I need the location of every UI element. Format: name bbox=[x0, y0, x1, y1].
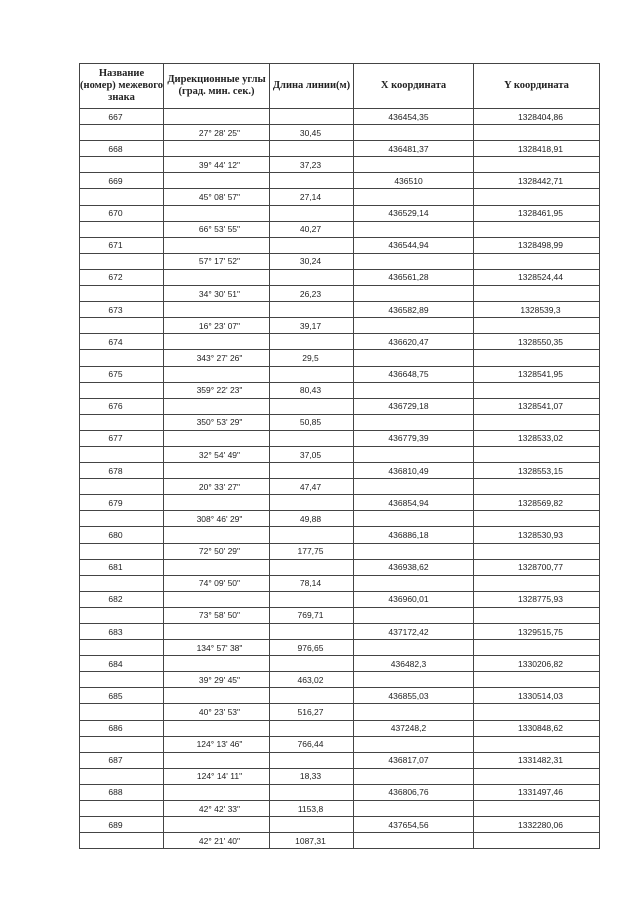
point-x: 436886,18 bbox=[354, 527, 474, 543]
point-y: 1328418,91 bbox=[474, 141, 600, 157]
point-y: 1330514,03 bbox=[474, 688, 600, 704]
segment-angle: 32° 54' 49" bbox=[164, 446, 270, 462]
segment-length: 1087,31 bbox=[270, 833, 354, 849]
segment-length: 37,05 bbox=[270, 446, 354, 462]
table-row bbox=[80, 656, 600, 672]
empty-cell bbox=[80, 414, 164, 430]
segment-length: 30,45 bbox=[270, 125, 354, 141]
point-y: 1328541,07 bbox=[474, 398, 600, 414]
point-x: 436454,35 bbox=[354, 109, 474, 125]
point-name: 682 bbox=[80, 591, 164, 607]
segment-length: 80,43 bbox=[270, 382, 354, 398]
empty-cell bbox=[354, 736, 474, 752]
empty-cell bbox=[270, 495, 354, 511]
empty-cell bbox=[354, 672, 474, 688]
empty-cell bbox=[164, 302, 270, 318]
empty-cell bbox=[80, 768, 164, 784]
segment-angle: 42° 42' 33" bbox=[164, 801, 270, 817]
empty-cell bbox=[164, 624, 270, 640]
table-body bbox=[80, 109, 600, 849]
point-y: 1328539,3 bbox=[474, 302, 600, 318]
point-y: 1328404,86 bbox=[474, 109, 600, 125]
segment-angle: 134° 57' 38" bbox=[164, 640, 270, 656]
empty-cell bbox=[164, 173, 270, 189]
table-row bbox=[80, 511, 600, 527]
point-name: 676 bbox=[80, 398, 164, 414]
empty-cell bbox=[80, 446, 164, 462]
empty-cell bbox=[164, 591, 270, 607]
empty-cell bbox=[80, 801, 164, 817]
segment-angle: 39° 29' 45" bbox=[164, 672, 270, 688]
empty-cell bbox=[164, 817, 270, 833]
segment-angle: 20° 33' 27" bbox=[164, 479, 270, 495]
point-y: 1330206,82 bbox=[474, 656, 600, 672]
empty-cell bbox=[270, 205, 354, 221]
empty-cell bbox=[164, 527, 270, 543]
empty-cell bbox=[80, 350, 164, 366]
empty-cell bbox=[80, 833, 164, 849]
point-name: 685 bbox=[80, 688, 164, 704]
segment-angle: 74° 09' 50" bbox=[164, 575, 270, 591]
empty-cell bbox=[354, 511, 474, 527]
point-name: 667 bbox=[80, 109, 164, 125]
empty-cell bbox=[270, 720, 354, 736]
empty-cell bbox=[164, 398, 270, 414]
empty-cell bbox=[474, 414, 600, 430]
segment-length: 463,02 bbox=[270, 672, 354, 688]
point-x: 437654,56 bbox=[354, 817, 474, 833]
empty-cell bbox=[80, 157, 164, 173]
table-row bbox=[80, 817, 600, 833]
empty-cell bbox=[270, 141, 354, 157]
table-row bbox=[80, 672, 600, 688]
empty-cell bbox=[474, 189, 600, 205]
empty-cell bbox=[80, 221, 164, 237]
empty-cell bbox=[354, 543, 474, 559]
empty-cell bbox=[474, 768, 600, 784]
table-row bbox=[80, 479, 600, 495]
empty-cell bbox=[80, 382, 164, 398]
empty-cell bbox=[80, 511, 164, 527]
segment-length: 50,85 bbox=[270, 414, 354, 430]
point-x: 436854,94 bbox=[354, 495, 474, 511]
empty-cell bbox=[474, 607, 600, 623]
empty-cell bbox=[270, 269, 354, 285]
point-x: 436960,01 bbox=[354, 591, 474, 607]
empty-cell bbox=[80, 672, 164, 688]
empty-cell bbox=[164, 720, 270, 736]
empty-cell bbox=[164, 205, 270, 221]
header-angle: Дирекционные углы (град. мин. сек.) bbox=[164, 64, 270, 109]
empty-cell bbox=[354, 833, 474, 849]
empty-cell bbox=[164, 752, 270, 768]
empty-cell bbox=[354, 446, 474, 462]
segment-length: 30,24 bbox=[270, 253, 354, 269]
segment-length: 27,14 bbox=[270, 189, 354, 205]
empty-cell bbox=[164, 784, 270, 800]
header-length: Длина линии(м) bbox=[270, 64, 354, 109]
segment-angle: 27° 28' 25" bbox=[164, 125, 270, 141]
empty-cell bbox=[80, 479, 164, 495]
empty-cell bbox=[270, 784, 354, 800]
empty-cell bbox=[80, 125, 164, 141]
point-y: 1331482,31 bbox=[474, 752, 600, 768]
table-row bbox=[80, 286, 600, 302]
empty-cell bbox=[80, 640, 164, 656]
empty-cell bbox=[354, 221, 474, 237]
empty-cell bbox=[354, 318, 474, 334]
empty-cell bbox=[474, 446, 600, 462]
point-name: 672 bbox=[80, 269, 164, 285]
point-x: 436481,37 bbox=[354, 141, 474, 157]
empty-cell bbox=[474, 704, 600, 720]
point-y: 1331497,46 bbox=[474, 784, 600, 800]
empty-cell bbox=[270, 398, 354, 414]
empty-cell bbox=[164, 109, 270, 125]
table-row bbox=[80, 302, 600, 318]
table-row bbox=[80, 768, 600, 784]
empty-cell bbox=[164, 237, 270, 253]
header-x: X координата bbox=[354, 64, 474, 109]
table-row bbox=[80, 446, 600, 462]
header-y: Y координата bbox=[474, 64, 600, 109]
table-row bbox=[80, 430, 600, 446]
empty-cell bbox=[474, 221, 600, 237]
empty-cell bbox=[474, 350, 600, 366]
empty-cell bbox=[270, 752, 354, 768]
point-x: 436510 bbox=[354, 173, 474, 189]
table-row bbox=[80, 382, 600, 398]
empty-cell bbox=[270, 366, 354, 382]
empty-cell bbox=[354, 768, 474, 784]
empty-cell bbox=[270, 817, 354, 833]
empty-cell bbox=[474, 833, 600, 849]
point-name: 687 bbox=[80, 752, 164, 768]
point-y: 1330848,62 bbox=[474, 720, 600, 736]
segment-angle: 124° 13' 46" bbox=[164, 736, 270, 752]
empty-cell bbox=[164, 269, 270, 285]
table-row bbox=[80, 189, 600, 205]
point-x: 436482,3 bbox=[354, 656, 474, 672]
segment-length: 516,27 bbox=[270, 704, 354, 720]
segment-length: 40,27 bbox=[270, 221, 354, 237]
empty-cell bbox=[164, 334, 270, 350]
segment-angle: 34° 30' 51" bbox=[164, 286, 270, 302]
table-row bbox=[80, 173, 600, 189]
table-row bbox=[80, 253, 600, 269]
table-row bbox=[80, 334, 600, 350]
table-row bbox=[80, 350, 600, 366]
segment-angle: 42° 21' 40" bbox=[164, 833, 270, 849]
empty-cell bbox=[164, 688, 270, 704]
empty-cell bbox=[354, 350, 474, 366]
empty-cell bbox=[354, 607, 474, 623]
point-y: 1328550,35 bbox=[474, 334, 600, 350]
point-y: 1332280,06 bbox=[474, 817, 600, 833]
segment-length: 37,23 bbox=[270, 157, 354, 173]
table-row bbox=[80, 269, 600, 285]
table-header-row bbox=[80, 64, 600, 109]
segment-length: 769,71 bbox=[270, 607, 354, 623]
table-row bbox=[80, 591, 600, 607]
coordinates-table bbox=[79, 63, 600, 849]
empty-cell bbox=[164, 141, 270, 157]
empty-cell bbox=[474, 382, 600, 398]
empty-cell bbox=[164, 463, 270, 479]
table-row bbox=[80, 575, 600, 591]
empty-cell bbox=[474, 511, 600, 527]
point-x: 436729,18 bbox=[354, 398, 474, 414]
table-row bbox=[80, 720, 600, 736]
point-name: 679 bbox=[80, 495, 164, 511]
point-y: 1328700,77 bbox=[474, 559, 600, 575]
empty-cell bbox=[474, 543, 600, 559]
segment-angle: 73° 58' 50" bbox=[164, 607, 270, 623]
point-x: 436810,49 bbox=[354, 463, 474, 479]
point-y: 1328524,44 bbox=[474, 269, 600, 285]
empty-cell bbox=[270, 334, 354, 350]
table-row bbox=[80, 141, 600, 157]
segment-angle: 39° 44' 12" bbox=[164, 157, 270, 173]
empty-cell bbox=[270, 237, 354, 253]
header-name: Название (номер) межевого знака bbox=[80, 64, 164, 109]
empty-cell bbox=[354, 575, 474, 591]
table-row bbox=[80, 784, 600, 800]
segment-length: 39,17 bbox=[270, 318, 354, 334]
point-name: 686 bbox=[80, 720, 164, 736]
point-x: 436855,03 bbox=[354, 688, 474, 704]
table-row bbox=[80, 752, 600, 768]
point-y: 1328530,93 bbox=[474, 527, 600, 543]
empty-cell bbox=[474, 672, 600, 688]
empty-cell bbox=[80, 189, 164, 205]
empty-cell bbox=[270, 463, 354, 479]
empty-cell bbox=[80, 736, 164, 752]
point-name: 683 bbox=[80, 624, 164, 640]
empty-cell bbox=[80, 253, 164, 269]
point-name: 688 bbox=[80, 784, 164, 800]
point-y: 1328553,15 bbox=[474, 463, 600, 479]
point-y: 1329515,75 bbox=[474, 624, 600, 640]
segment-length: 26,23 bbox=[270, 286, 354, 302]
point-name: 669 bbox=[80, 173, 164, 189]
point-x: 436544,94 bbox=[354, 237, 474, 253]
point-x: 436648,75 bbox=[354, 366, 474, 382]
segment-angle: 343° 27' 26" bbox=[164, 350, 270, 366]
segment-angle: 350° 53' 29" bbox=[164, 414, 270, 430]
empty-cell bbox=[270, 656, 354, 672]
segment-length: 78,14 bbox=[270, 575, 354, 591]
point-y: 1328461,95 bbox=[474, 205, 600, 221]
table-row bbox=[80, 366, 600, 382]
empty-cell bbox=[270, 624, 354, 640]
empty-cell bbox=[270, 559, 354, 575]
segment-length: 976,65 bbox=[270, 640, 354, 656]
point-name: 689 bbox=[80, 817, 164, 833]
segment-angle: 57° 17' 52" bbox=[164, 253, 270, 269]
empty-cell bbox=[80, 286, 164, 302]
empty-cell bbox=[164, 366, 270, 382]
segment-length: 1153,8 bbox=[270, 801, 354, 817]
point-y: 1328569,82 bbox=[474, 495, 600, 511]
point-x: 436779,39 bbox=[354, 430, 474, 446]
empty-cell bbox=[270, 302, 354, 318]
segment-length: 47,47 bbox=[270, 479, 354, 495]
table-row bbox=[80, 205, 600, 221]
segment-angle: 124° 14' 11" bbox=[164, 768, 270, 784]
table-row bbox=[80, 398, 600, 414]
empty-cell bbox=[474, 575, 600, 591]
table-row bbox=[80, 237, 600, 253]
table-row bbox=[80, 157, 600, 173]
point-name: 673 bbox=[80, 302, 164, 318]
table-row bbox=[80, 688, 600, 704]
empty-cell bbox=[354, 125, 474, 141]
empty-cell bbox=[80, 704, 164, 720]
point-y: 1328775,93 bbox=[474, 591, 600, 607]
point-name: 678 bbox=[80, 463, 164, 479]
point-name: 675 bbox=[80, 366, 164, 382]
empty-cell bbox=[80, 318, 164, 334]
empty-cell bbox=[354, 157, 474, 173]
empty-cell bbox=[164, 495, 270, 511]
empty-cell bbox=[474, 801, 600, 817]
segment-length: 49,88 bbox=[270, 511, 354, 527]
point-name: 680 bbox=[80, 527, 164, 543]
empty-cell bbox=[354, 801, 474, 817]
empty-cell bbox=[270, 527, 354, 543]
empty-cell bbox=[270, 688, 354, 704]
point-name: 684 bbox=[80, 656, 164, 672]
table-row bbox=[80, 221, 600, 237]
segment-length: 766,44 bbox=[270, 736, 354, 752]
segment-angle: 359° 22' 23" bbox=[164, 382, 270, 398]
empty-cell bbox=[270, 173, 354, 189]
empty-cell bbox=[474, 157, 600, 173]
segment-angle: 66° 53' 55" bbox=[164, 221, 270, 237]
table-row bbox=[80, 559, 600, 575]
table-row bbox=[80, 414, 600, 430]
point-name: 670 bbox=[80, 205, 164, 221]
empty-cell bbox=[270, 430, 354, 446]
empty-cell bbox=[164, 559, 270, 575]
empty-cell bbox=[354, 286, 474, 302]
empty-cell bbox=[270, 109, 354, 125]
empty-cell bbox=[80, 575, 164, 591]
point-x: 437172,42 bbox=[354, 624, 474, 640]
point-x: 436817,07 bbox=[354, 752, 474, 768]
point-x: 436582,89 bbox=[354, 302, 474, 318]
table-row bbox=[80, 624, 600, 640]
table-row bbox=[80, 736, 600, 752]
empty-cell bbox=[354, 382, 474, 398]
empty-cell bbox=[474, 479, 600, 495]
empty-cell bbox=[354, 640, 474, 656]
point-x: 436561,28 bbox=[354, 269, 474, 285]
point-x: 436529,14 bbox=[354, 205, 474, 221]
empty-cell bbox=[80, 543, 164, 559]
empty-cell bbox=[474, 253, 600, 269]
point-name: 677 bbox=[80, 430, 164, 446]
empty-cell bbox=[354, 479, 474, 495]
table-row bbox=[80, 527, 600, 543]
empty-cell bbox=[354, 414, 474, 430]
point-name: 668 bbox=[80, 141, 164, 157]
table-row bbox=[80, 109, 600, 125]
empty-cell bbox=[474, 640, 600, 656]
empty-cell bbox=[474, 286, 600, 302]
point-name: 681 bbox=[80, 559, 164, 575]
table-row bbox=[80, 543, 600, 559]
empty-cell bbox=[474, 318, 600, 334]
segment-angle: 16° 23' 07" bbox=[164, 318, 270, 334]
empty-cell bbox=[164, 656, 270, 672]
point-y: 1328533,02 bbox=[474, 430, 600, 446]
segment-length: 18,33 bbox=[270, 768, 354, 784]
point-x: 436620,47 bbox=[354, 334, 474, 350]
empty-cell bbox=[474, 736, 600, 752]
point-name: 671 bbox=[80, 237, 164, 253]
empty-cell bbox=[354, 704, 474, 720]
table-row bbox=[80, 704, 600, 720]
point-x: 436938,62 bbox=[354, 559, 474, 575]
table-row bbox=[80, 801, 600, 817]
table-row bbox=[80, 833, 600, 849]
empty-cell bbox=[474, 125, 600, 141]
table-row bbox=[80, 495, 600, 511]
point-y: 1328442,71 bbox=[474, 173, 600, 189]
point-x: 437248,2 bbox=[354, 720, 474, 736]
table-row bbox=[80, 125, 600, 141]
segment-length: 177,75 bbox=[270, 543, 354, 559]
empty-cell bbox=[270, 591, 354, 607]
point-name: 674 bbox=[80, 334, 164, 350]
segment-length: 29,5 bbox=[270, 350, 354, 366]
segment-angle: 308° 46' 29" bbox=[164, 511, 270, 527]
table-row bbox=[80, 607, 600, 623]
empty-cell bbox=[80, 607, 164, 623]
table-row bbox=[80, 318, 600, 334]
segment-angle: 72° 50' 29" bbox=[164, 543, 270, 559]
table-row bbox=[80, 463, 600, 479]
segment-angle: 40° 23' 53" bbox=[164, 704, 270, 720]
table-row bbox=[80, 640, 600, 656]
point-x: 436806,76 bbox=[354, 784, 474, 800]
point-y: 1328498,99 bbox=[474, 237, 600, 253]
point-y: 1328541,95 bbox=[474, 366, 600, 382]
empty-cell bbox=[354, 253, 474, 269]
empty-cell bbox=[164, 430, 270, 446]
empty-cell bbox=[354, 189, 474, 205]
segment-angle: 45° 08' 57" bbox=[164, 189, 270, 205]
